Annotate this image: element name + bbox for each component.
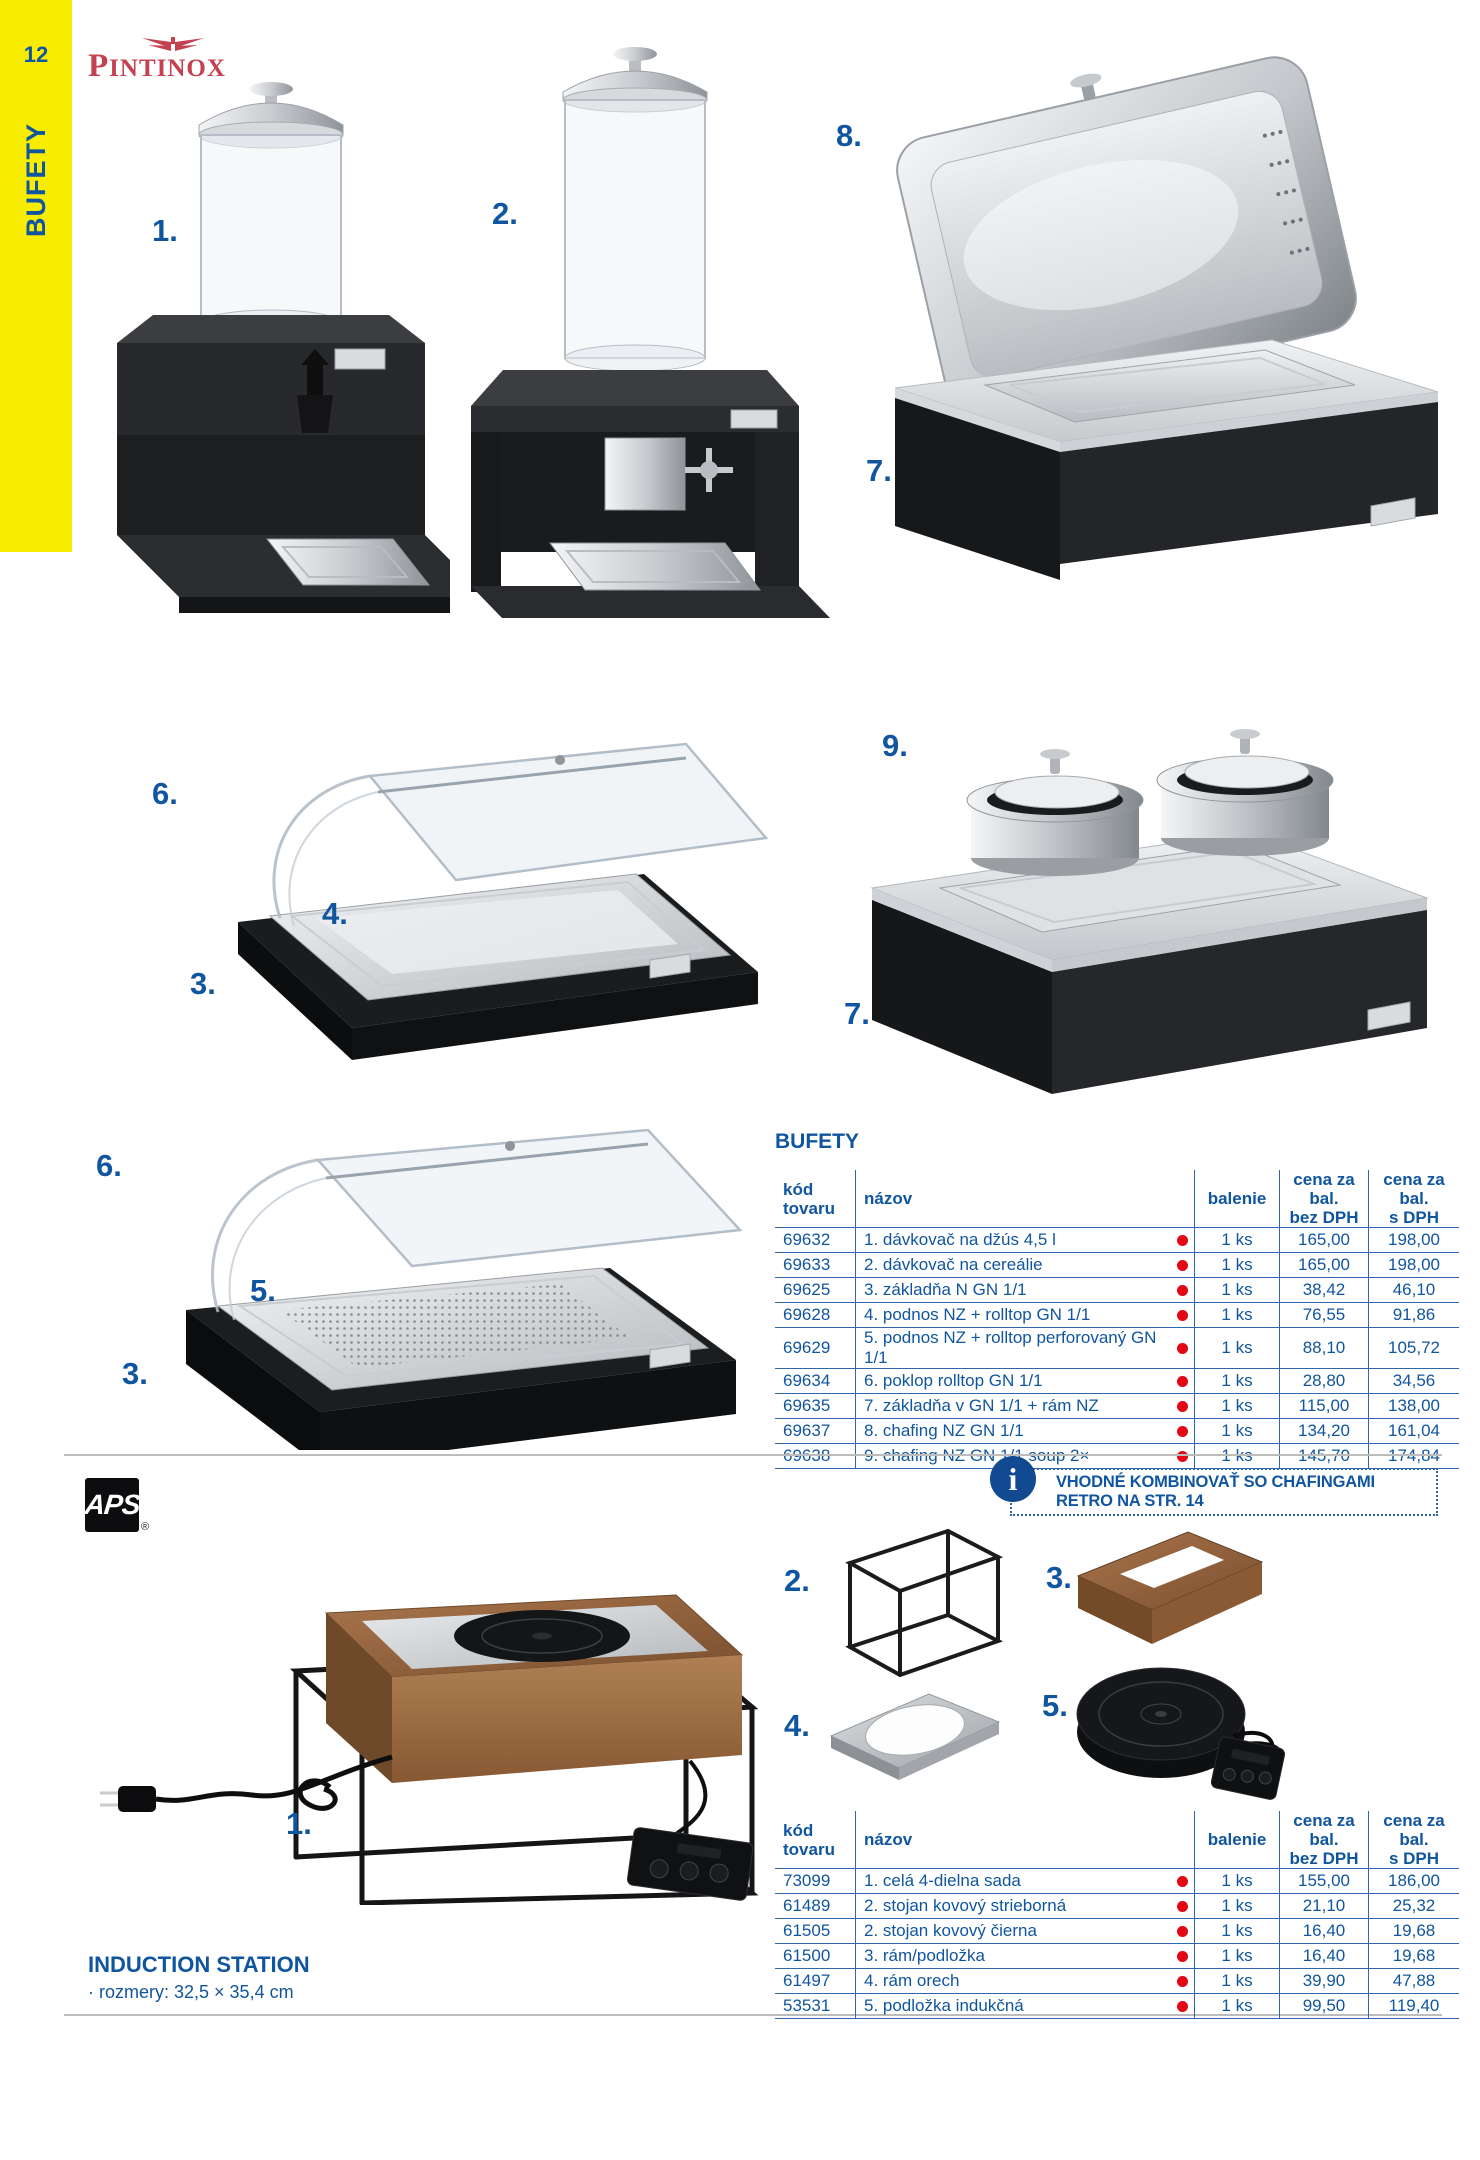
col-header-pack: balenie — [1195, 1811, 1280, 1869]
wooden-frame-image — [1070, 1518, 1270, 1653]
table-row: 69632 1. dávkovač na džús 4,5 l 1 ks 165,00 198,00 — [775, 1228, 1459, 1253]
soup-station-image — [820, 680, 1455, 1095]
col-header-price-excl: cena za bal. bez DPH — [1280, 1811, 1369, 1869]
table-row: 73099 1. celá 4-dielna sada 1 ks 155,00 186,00 — [775, 1869, 1459, 1894]
info-note-text: VHODNÉ KOMBINOVAŤ SO CHAFINGAMI RETRO NA STR. 14 — [1056, 1473, 1375, 1510]
product-label-4a: 4. — [322, 896, 348, 931]
availability-dot — [1177, 1426, 1188, 1437]
availability-dot — [1177, 1451, 1188, 1462]
col-header-price-incl: cena za bal. s DPH — [1369, 1811, 1460, 1869]
col-header-price-incl: cena za bal. s DPH — [1369, 1170, 1460, 1228]
section-divider — [64, 1454, 1442, 1456]
availability-dot — [1177, 1401, 1188, 1412]
availability-dot — [1177, 1901, 1188, 1912]
availability-dot — [1177, 1343, 1188, 1354]
product-label-4b: 4. — [784, 1708, 810, 1743]
availability-dot — [1177, 2001, 1188, 2012]
pintinox-initial: P — [88, 48, 110, 84]
product-label-7b: 7. — [844, 996, 870, 1031]
availability-dot — [1177, 1926, 1188, 1937]
product-label-3c: 3. — [1046, 1560, 1072, 1595]
table-row: 53531 5. podložka indukčná 1 ks 99,50 119,40 — [775, 1994, 1459, 2019]
aps-logo: APS — [85, 1478, 139, 1532]
table-row: 61505 2. stojan kovový čierna 1 ks 16,40 19,68 — [775, 1919, 1459, 1944]
col-header-name: názov — [856, 1170, 1195, 1228]
table-header-row — [775, 1170, 1459, 1228]
page-number: 12 — [23, 42, 49, 67]
product-label-2b: 2. — [784, 1563, 810, 1598]
section-label: BUFETY — [20, 123, 51, 237]
product-label-3a: 3. — [190, 966, 216, 1001]
product-label-6a: 6. — [152, 776, 178, 811]
availability-dot — [1177, 1976, 1188, 1987]
col-header-code: kód tovaru — [783, 1820, 835, 1859]
availability-dot — [1177, 1235, 1188, 1246]
round-induction-image — [1065, 1640, 1295, 1805]
induction-price-table — [775, 1811, 1459, 2019]
table-row: 69635 7. základňa v GN 1/1 + rám NZ 1 ks 115,00 138,00 — [775, 1394, 1459, 1419]
juice-dispenser-image — [95, 75, 450, 635]
table-row: 69625 3. základňa N GN 1/1 1 ks 38,42 46,10 — [775, 1278, 1459, 1303]
availability-dot — [1177, 1310, 1188, 1321]
chafing-image — [835, 40, 1450, 605]
product-label-5a: 5. — [250, 1273, 276, 1308]
product-label-1b: 1. — [286, 1806, 312, 1841]
availability-dot — [1177, 1376, 1188, 1387]
steel-plate-image — [825, 1680, 1005, 1800]
bufety-table-title: BUFETY — [775, 1130, 859, 1153]
bufety-price-table — [775, 1170, 1459, 1469]
aps-registered-mark: ® — [141, 1521, 150, 1533]
info-note — [1008, 1460, 1438, 1516]
induction-station-title: INDUCTION STATION — [88, 1952, 310, 1977]
table-row: 69637 8. chafing NZ GN 1/1 1 ks 134,20 161,04 — [775, 1419, 1459, 1444]
table-row: 69634 6. poklop rolltop GN 1/1 1 ks 28,80 34,56 — [775, 1369, 1459, 1394]
col-header-price-excl: cena za bal. bez DPH — [1280, 1170, 1369, 1228]
table-row: 69633 2. dávkovač na cereálie 1 ks 165,00 198,00 — [775, 1253, 1459, 1278]
availability-dot — [1177, 1876, 1188, 1887]
induction-station-dimensions: · rozmery: 32,5 × 35,4 cm — [88, 1982, 294, 2002]
table-row: 61500 3. rám/podložka 1 ks 16,40 19,68 — [775, 1944, 1459, 1969]
product-label-7a: 7. — [866, 453, 892, 488]
pintinox-rest: INTINOX — [109, 55, 226, 82]
availability-dot — [1177, 1260, 1188, 1271]
cereal-dispenser-image — [455, 38, 830, 623]
col-header-pack: balenie — [1195, 1170, 1280, 1228]
product-label-3b: 3. — [122, 1356, 148, 1391]
table-row: 69629 5. podnos NZ + rolltop perforovaný GN 1/1 1 ks 88,10 105,72 — [775, 1328, 1459, 1369]
col-header-name: názov — [856, 1811, 1195, 1869]
product-label-8: 8. — [836, 118, 862, 153]
product-label-9: 9. — [882, 728, 908, 763]
product-label-6b: 6. — [96, 1148, 122, 1183]
perforated-rolltop-image — [90, 1060, 760, 1450]
table-header-row — [775, 1811, 1459, 1869]
rolltop-tray-image — [130, 660, 770, 1060]
induction-station-image — [90, 1505, 760, 1905]
table-row — [775, 1444, 1459, 1469]
product-label-5b: 5. — [1042, 1688, 1068, 1723]
availability-dot — [1177, 1285, 1188, 1296]
availability-dot — [1177, 1951, 1188, 1962]
product-label-2: 2. — [492, 196, 518, 231]
info-icon: i — [990, 1456, 1036, 1502]
table-row: 61497 4. rám orech 1 ks 39,90 47,88 — [775, 1969, 1459, 1994]
product-label-1: 1. — [152, 213, 178, 248]
table-row: 69628 4. podnos NZ + rolltop GN 1/1 1 ks 76,55 91,86 — [775, 1303, 1459, 1328]
wire-stand-image — [830, 1515, 1015, 1690]
sidebar-tab — [0, 0, 72, 552]
table-row: 61489 2. stojan kovový strieborná 1 ks 21,10 25,32 — [775, 1894, 1459, 1919]
col-header-code: kód tovaru — [783, 1179, 835, 1218]
